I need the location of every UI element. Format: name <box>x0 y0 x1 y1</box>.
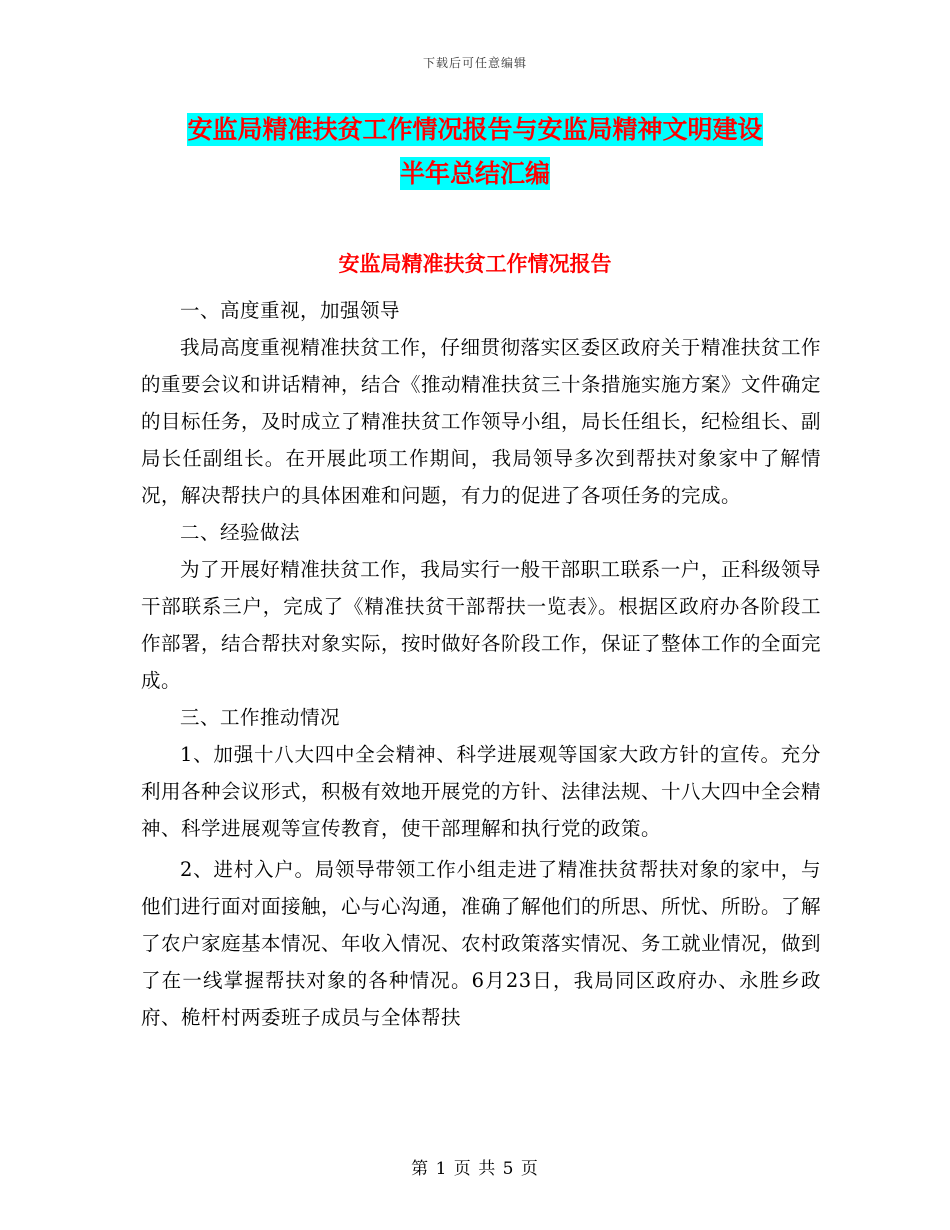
document-body <box>141 292 821 1036</box>
page-footer: 第 1 页 共 5 页 <box>411 1159 539 1179</box>
document-title-text-2: 半年总结汇编 <box>399 159 550 188</box>
paragraph-heading-3: 三、工作推动情况 <box>180 706 341 729</box>
document-title-line-2 <box>0 158 950 190</box>
document-title-text-1: 安监局精准扶贫工作情况报告与安监局精神文明建设 <box>187 115 763 144</box>
paragraph: 为了开展好精准扶贫工作，我局实行一般干部职工联系一户，正科级领导干部联系三户，完成了《精准扶贫干部帮扶一览表》。根据区政府办各阶段工作部署，结合帮扶对象实际，按时做好各阶段工作，保证了整体工作的全面完成。 <box>141 558 822 692</box>
paragraph: 我局高度重视精准扶贫工作，仔细贯彻落实区委区政府关于精准扶贫工作的重要会议和讲话精神，结合《推动精准扶贫三十条措施实施方案》文件确定的目标任务，及时成立了精准扶贫工作领导小组，局长任组长，纪检组长、副局长任副组长。在开展此项工作期间，我局领导多次到帮扶对象家中了解情况，解决帮扶户的具体困难和问题，有力的促进了各项任务的完成。 <box>141 336 822 507</box>
document-title-line-1 <box>0 114 950 146</box>
paragraph: 1、加强十八大四中全会精神、科学进展观等国家大政方针的宣传。充分利用各种会议形式，积极有效地开展党的方针、法律法规、十八大四中全会精神、科学进展观等宣传教育，使干部理解和执行党的政策。 <box>141 743 822 840</box>
header-note: 下载后可任意编辑 <box>422 56 527 70</box>
paragraph-heading-2: 二、经验做法 <box>180 521 301 544</box>
paragraph-heading-1: 一、高度重视，加强领导 <box>180 299 401 322</box>
paragraph: 2、进村入户。局领导带领工作小组走进了精准扶贫帮扶对象的家中，与他们进行面对面接触，心与心沟通，准确了解他们的所思、所忧、所盼。了解了农户家庭基本情况、年收入情况、农村政策落实情况、务工就业情况，做到了在一线掌握帮扶对象的各种情况。6月23日，我局同区政府办、永胜乡政府、桅杆村两委班子成员与全体帮扶 <box>141 858 822 1029</box>
section-title: 安监局精准扶贫工作情况报告 <box>338 252 612 276</box>
